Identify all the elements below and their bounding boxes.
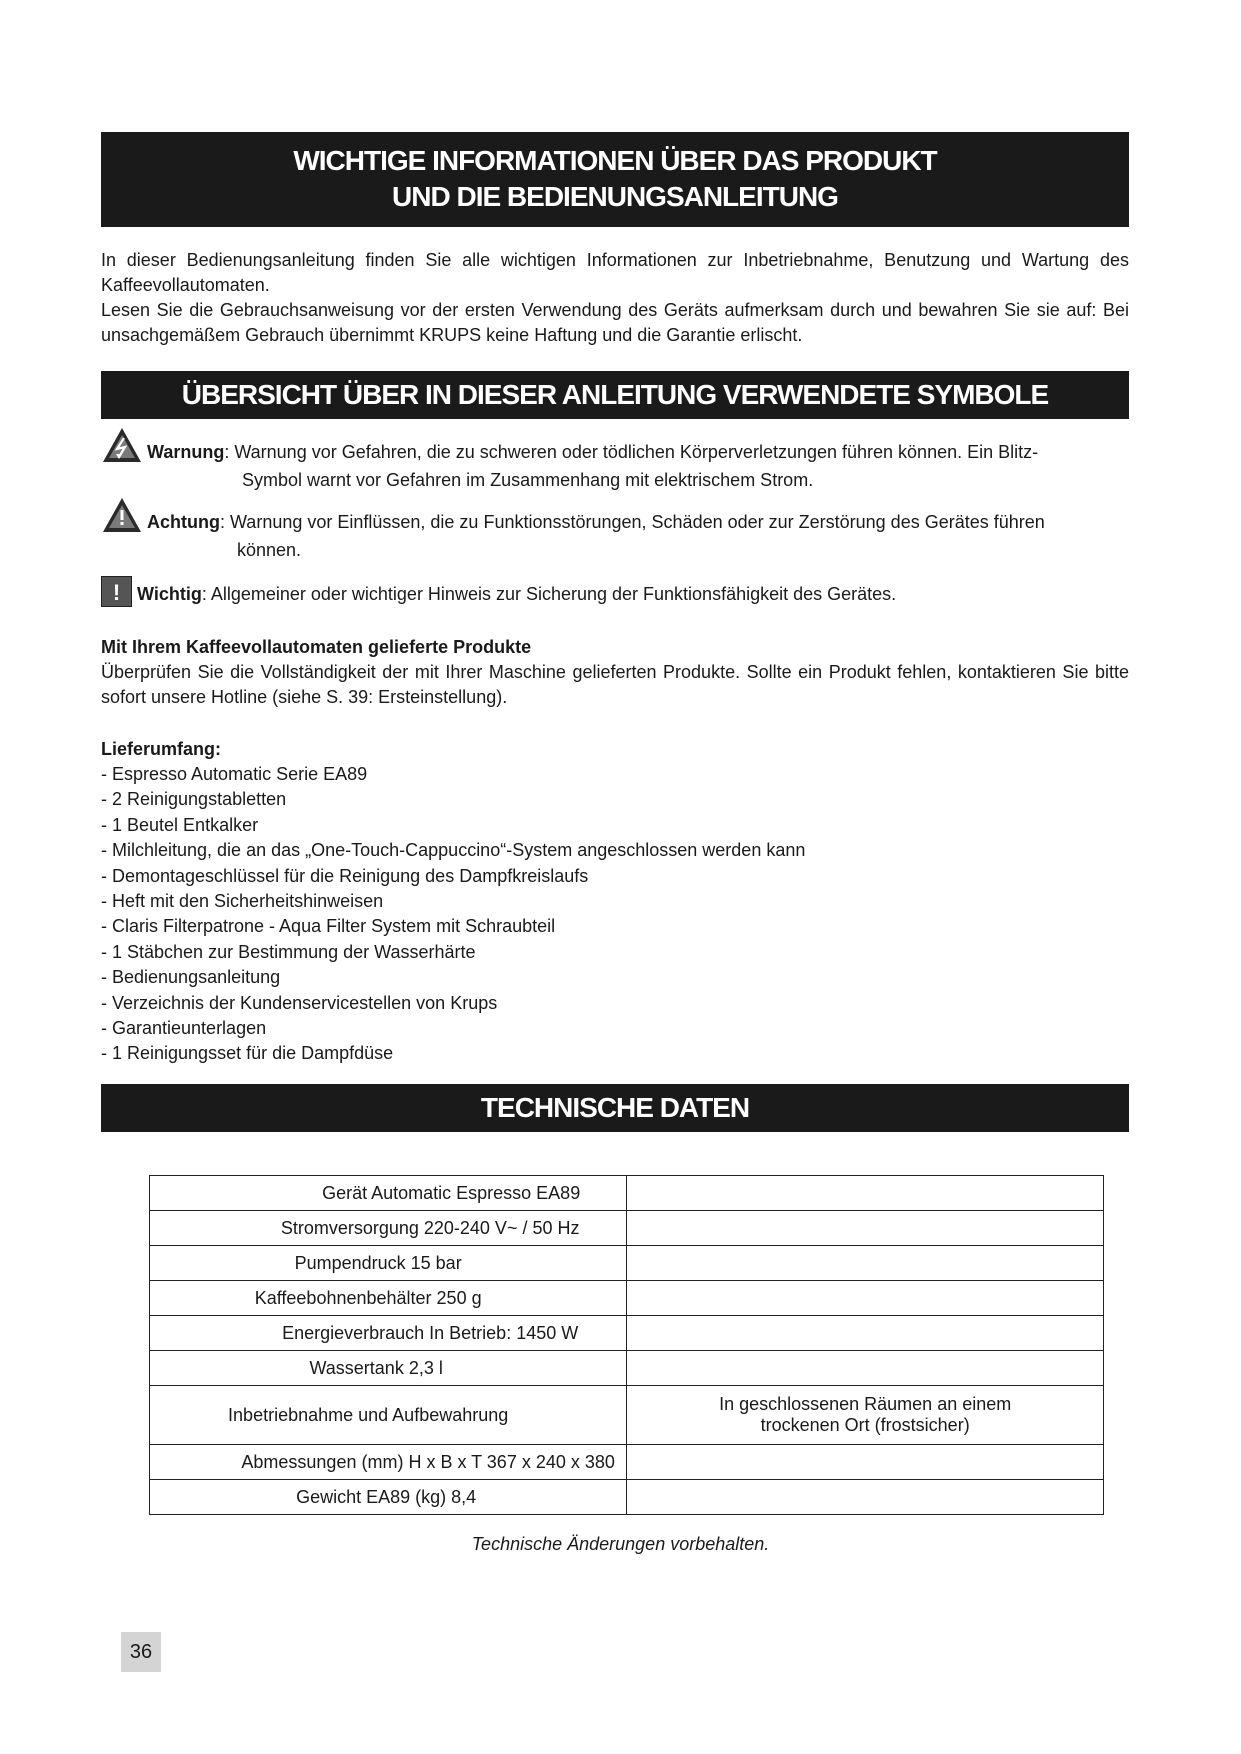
tech-cell-value xyxy=(627,1176,1104,1211)
wichtig-description: : Allgemeiner oder wichtiger Hinweis zur Sicherung der Funktionsfähigkeit des Gerätes. xyxy=(201,584,897,604)
intro-text-1: In dieser Bedienungsanleitung finden Sie alle wichtigen Informationen zur Inbetriebnahme, Benutzung und Wartung des Kaffeevollautomaten. xyxy=(101,250,1129,295)
products-text: Überprüfen Sie die Vollständigkeit der mit Ihrer Maschine gelieferten Produkte. Sollte ein Produkt fehlen, kontaktieren Sie bitte sofort unsere Hotline (siehe S. 39: Ersteinstellung). xyxy=(101,662,1129,707)
tech-cell-value xyxy=(627,1445,1104,1480)
tech-cell-label xyxy=(150,1246,627,1281)
lieferumfang-section xyxy=(101,737,1129,1067)
tech-cell-label xyxy=(150,1351,627,1386)
tech-operation-storage-value-1: In geschlossenen Räumen an einem xyxy=(719,1394,1012,1414)
table-row xyxy=(150,1176,1104,1211)
list-item: - Espresso Automatic Serie EA89 xyxy=(101,764,368,784)
list-item: - Garantieunterlagen xyxy=(101,1018,267,1039)
tech-operation-storage-value-2: trockenen Ort (frostsicher) xyxy=(760,1415,970,1435)
achtung-label: Achtung xyxy=(147,512,220,532)
warnung-label: Warnung xyxy=(147,442,225,462)
tech-cell-value xyxy=(627,1211,1104,1246)
list-item: - Verzeichnis der Kundenservicestellen von Krups xyxy=(101,992,498,1013)
warnung-text xyxy=(147,438,1038,466)
tech-cell-value xyxy=(627,1351,1104,1386)
list-item: - Bedienungsanleitung xyxy=(101,967,281,988)
main-title-banner xyxy=(101,132,1129,227)
lieferumfang-heading: Lieferumfang: xyxy=(101,739,222,759)
symbol-warnung-row xyxy=(101,426,1131,490)
list-item: - Milchleitung, die an das „One-Touch-Cappuccino“-System angeschlossen werden kann xyxy=(101,840,806,861)
tech-cell-value xyxy=(627,1316,1104,1351)
page-number: 36 xyxy=(121,1632,161,1672)
tech-weight: Gewicht EA89 (kg) 8,4 xyxy=(296,1486,477,1507)
list-item: - Demontageschlüssel für die Reinigung des Dampfkreislaufs xyxy=(101,865,589,886)
tech-cell-value xyxy=(627,1480,1104,1515)
achtung-text xyxy=(147,508,1045,536)
list-item: - 1 Beutel Entkalker xyxy=(101,814,259,835)
tech-bean-container: Kaffeebohnenbehälter 250 g xyxy=(254,1287,482,1308)
tech-cell-value xyxy=(627,1281,1104,1316)
tech-cell-value xyxy=(627,1386,1104,1445)
wichtig-label: Wichtig xyxy=(137,584,202,604)
symbol-wichtig-row xyxy=(101,576,1131,610)
important-notice-icon xyxy=(101,576,132,607)
list-item: - 2 Reinigungstabletten xyxy=(101,789,287,810)
table-row xyxy=(150,1445,1104,1480)
warnung-description-cont: Symbol warnt vor Gefahren im Zusammenhang mit elektrischem Strom. xyxy=(242,470,814,490)
important-glyph: ! xyxy=(112,580,121,605)
symbol-achtung-row xyxy=(101,496,1131,560)
main-title-line-1: WICHTIGE INFORMATIONEN ÜBER DAS PRODUKT xyxy=(293,145,937,176)
table-row xyxy=(150,1316,1104,1351)
table-row xyxy=(150,1246,1104,1281)
tech-cell-label xyxy=(150,1281,627,1316)
tech-cell-label xyxy=(150,1386,627,1445)
tech-data-title: TECHNISCHE DATEN xyxy=(480,1092,750,1123)
tech-data-banner xyxy=(101,1084,1129,1132)
footnote: Technische Änderungen vorbehalten. xyxy=(471,1534,770,1554)
tech-cell-label xyxy=(150,1316,627,1351)
symbols-banner xyxy=(101,371,1129,419)
table-row xyxy=(150,1281,1104,1316)
tech-device: Gerät Automatic Espresso EA89 xyxy=(322,1182,581,1203)
tech-energy: Energieverbrauch In Betrieb: 1450 W xyxy=(282,1322,579,1343)
tech-cell-label xyxy=(150,1211,627,1246)
list-item: - Heft mit den Sicherheitshinweisen xyxy=(101,891,384,912)
achtung-description-cont: können. xyxy=(237,540,302,560)
table-row xyxy=(150,1480,1104,1515)
tech-operation-storage-label: Inbetriebnahme und Aufbewahrung xyxy=(228,1404,509,1425)
wichtig-text xyxy=(137,580,896,608)
warnung-description: : Warnung vor Gefahren, die zu schweren oder tödlichen Körperverletzungen führen können. Ein Blitz- xyxy=(224,442,1039,462)
products-section xyxy=(101,635,1129,710)
tech-water-tank: Wassertank 2,3 l xyxy=(309,1357,443,1378)
list-item: - 1 Stäbchen zur Bestimmung der Wasserhärte xyxy=(101,941,476,962)
symbols-title: ÜBERSICHT ÜBER IN DIESER ANLEITUNG VERWENDETE SYMBOLE xyxy=(181,379,1049,410)
lieferumfang-list xyxy=(101,762,1129,1067)
intro-text-2: Lesen Sie die Gebrauchsanweisung vor der ersten Verwendung des Geräts aufmerksam durch und bewahren Sie sie auf: Bei unsachgemäßem Gebrauch übernimmt KRUPS keine Haftung und die Garantie erlischt. xyxy=(101,300,1129,345)
tech-cell-label xyxy=(150,1445,627,1480)
tech-data-table xyxy=(149,1175,1104,1515)
main-title-line-2: UND DIE BEDIENUNGSANLEITUNG xyxy=(392,181,838,212)
list-item: - Claris Filterpatrone - Aqua Filter System mit Schraubteil xyxy=(101,916,556,937)
table-row xyxy=(150,1351,1104,1386)
tech-cell-label xyxy=(150,1176,627,1211)
tech-power: Stromversorgung 220-240 V~ / 50 Hz xyxy=(280,1217,580,1238)
products-heading: Mit Ihrem Kaffeevollautomaten gelieferte Produkte xyxy=(101,637,532,657)
intro-paragraph xyxy=(101,248,1129,348)
table-row xyxy=(150,1211,1104,1246)
tech-pump: Pumpendruck 15 bar xyxy=(294,1252,462,1273)
table-row xyxy=(150,1386,1104,1445)
tech-cell-label xyxy=(150,1480,627,1515)
achtung-description: : Warnung vor Einflüssen, die zu Funktionsstörungen, Schäden oder zur Zerstörung des Gerätes führen xyxy=(219,512,1045,532)
exclamation-warning-icon xyxy=(101,496,143,542)
lightning-warning-icon xyxy=(101,426,143,472)
tech-cell-value xyxy=(627,1246,1104,1281)
list-item: - 1 Reinigungsset für die Dampfdüse xyxy=(101,1043,394,1064)
tech-dimensions: Abmessungen (mm) H x B x T 367 x 240 x 380 xyxy=(241,1451,615,1472)
